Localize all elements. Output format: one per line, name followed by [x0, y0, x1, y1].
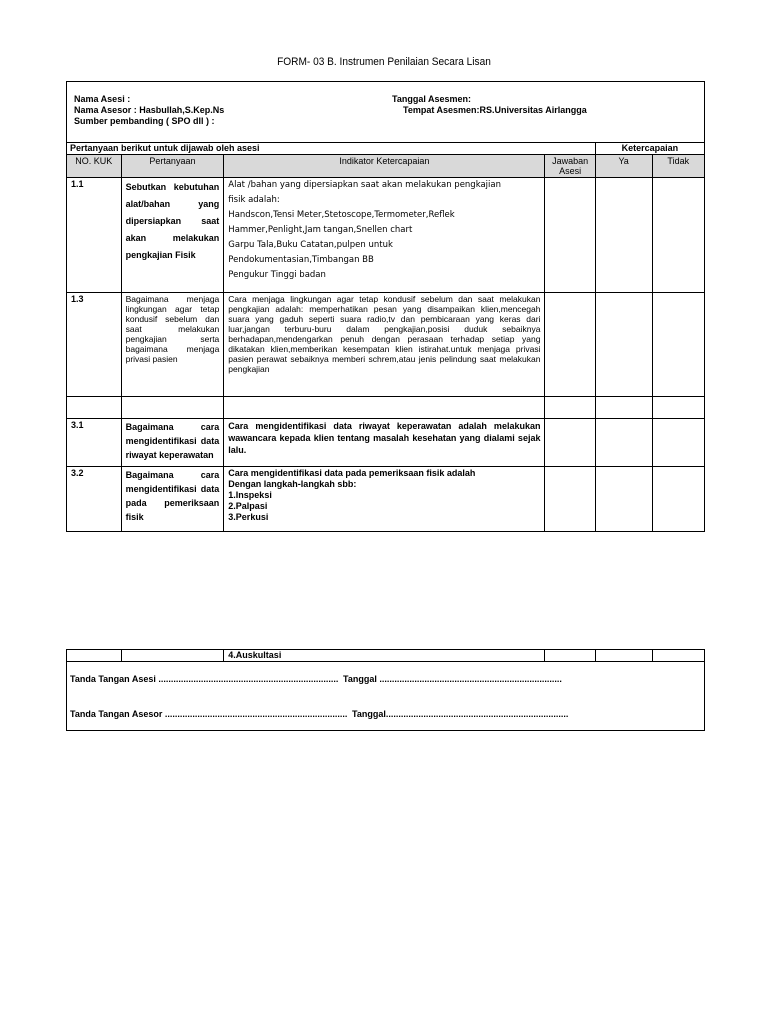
tidak-cell[interactable]: [652, 650, 704, 662]
indicator-line: 3.Perkusi: [228, 512, 269, 522]
tidak-cell[interactable]: [652, 178, 704, 293]
continuation-table: [66, 649, 705, 731]
nama-asesi-label: Nama Asesi :: [74, 94, 131, 104]
ya-cell[interactable]: [595, 397, 652, 419]
indicator-text: [224, 467, 545, 532]
indicator-line: Cara mengidentifikasi data pada pemeriksaan fisik adalah: [228, 468, 476, 478]
sumber-pembanding-label: Sumber pembanding ( SPO dll ) :: [74, 116, 215, 126]
tanda-tangan-asesor[interactable]: Tanda Tangan Asesor .........................................................................: [70, 709, 348, 719]
question-text: Bagaimana menjaga lingkungan agar tetap kondusif sebelum dan saat melakukan pengkajian serta bagaimana menjaga privasi pasien: [121, 293, 224, 397]
tempat-asesmen-label: Tempat Asesmen:RS.Universitas Airlangga: [403, 105, 587, 115]
empty-cell: [121, 650, 224, 662]
kuk-number: 1.3: [67, 293, 122, 397]
table-header-row: [67, 155, 705, 178]
tanggal-asesi[interactable]: Tanggal .........................................................................: [343, 674, 562, 684]
instruction-text: Pertanyaan berikut untuk dijawab oleh asesi: [67, 143, 596, 155]
page-title: FORM- 03 B. Instrumen Penilaian Secara Lisan: [277, 56, 491, 68]
kuk-number: 3.2: [67, 467, 122, 532]
ketercapaian-header: Ketercapaian: [595, 143, 704, 155]
indicator-line: Hammer,Penlight,Jam tangan,Snellen chart: [228, 225, 413, 235]
jawaban-cell[interactable]: [545, 419, 595, 467]
empty-cell: [67, 650, 122, 662]
pertanyaan-header: Pertanyaan: [121, 155, 224, 178]
signature-row: [67, 662, 705, 731]
indicator-text: Cara menjaga lingkungan agar tetap kondusif sebelum dan saat melakukan pengkajian adalah: memperhatikan pesan yang disampaikan klien,mencegah suara yang gaduh seperti suara radio,tv dan pembicaraan yang keras dari luar,jangan terburu-buru dalam pengkajian,posisi duduk sebaiknya berhadapan,mendengarkan penuh dengan perasaan terhadap setiap yang dikatakan klien,memberikan kesempatan klien istirahat.untuk menjaga privasi pasien perawat sebaiknya memberi schrem,atau jenis pelindung saat melakukan pengkajian: [224, 293, 545, 397]
ya-header: Ya: [595, 155, 652, 178]
indicator-line: Pendokumentasian,Timbangan BB: [228, 255, 374, 265]
nama-asesor-label: Nama Asesor : Hasbullah,S.Kep.Ns: [74, 105, 225, 115]
tidak-cell[interactable]: [652, 467, 704, 532]
indicator-line: fisik adalah:: [228, 195, 280, 205]
table-row: [67, 178, 705, 293]
indicator-text: Cara mengidentifikasi data riwayat keperawatan adalah melakukan wawancara kepada klien tentang masalah kesehatan yang dialami sejak lalu.: [224, 419, 545, 467]
tidak-header: Tidak: [652, 155, 704, 178]
jawaban-cell[interactable]: [545, 397, 595, 419]
indikator-header: Indikator Ketercapaian: [224, 155, 545, 178]
table-row: [67, 419, 705, 467]
kuk-number: 3.1: [67, 419, 122, 467]
tanggal-asesmen-label: Tanggal Asesmen:: [392, 94, 472, 104]
ya-cell[interactable]: [595, 419, 652, 467]
jawaban-cell[interactable]: [545, 178, 595, 293]
assessment-table: [66, 81, 705, 532]
ya-cell[interactable]: [595, 178, 652, 293]
indicator-line: Pengukur Tinggi badan: [228, 270, 326, 280]
indicator-line: Dengan langkah-langkah sbb:: [228, 479, 357, 489]
jawaban-cell[interactable]: [545, 650, 595, 662]
indicator-text: 4.Auskultasi: [224, 650, 545, 662]
no-kuk-header: NO. KUK: [67, 155, 122, 178]
jawaban-header: Jawaban Asesi: [545, 155, 595, 178]
question-text: Sebutkan kebutuhan alat/bahan yang dipersiapkan saat akan melakukan pengkajian Fisik: [121, 178, 224, 293]
table-row-empty: [67, 397, 705, 419]
indicator-line: 1.Inspeksi: [228, 490, 272, 500]
indicator-line: Handscon,Tensi Meter,Stetoscope,Termometer,Reflek: [228, 210, 455, 220]
info-section: [67, 82, 705, 143]
tanda-tangan-asesi[interactable]: Tanda Tangan Asesi ........................................................................: [70, 674, 339, 684]
indicator-text: [224, 178, 545, 293]
jawaban-cell[interactable]: [545, 467, 595, 532]
tidak-cell[interactable]: [652, 293, 704, 397]
question-text: Bagaimana cara mengidentifikasi data riwayat keperawatan: [121, 419, 224, 467]
table-row: [67, 467, 705, 532]
table-row: [67, 650, 705, 662]
empty-cell: [224, 397, 545, 419]
tidak-cell[interactable]: [652, 397, 704, 419]
ya-cell[interactable]: [595, 467, 652, 532]
kuk-number: 1.1: [67, 178, 122, 293]
indicator-line: Alat /bahan yang dipersiapkan saat akan melakukan pengkajian: [228, 180, 502, 190]
jawaban-cell[interactable]: [545, 293, 595, 397]
tidak-cell[interactable]: [652, 419, 704, 467]
question-text: Bagaimana cara mengidentifikasi data pada pemeriksaan fisik: [121, 467, 224, 532]
tanggal-asesor[interactable]: Tanggal.........................................................................: [352, 709, 569, 719]
ya-cell[interactable]: [595, 293, 652, 397]
empty-cell: [121, 397, 224, 419]
empty-cell: [67, 397, 122, 419]
indicator-line: 2.Palpasi: [228, 501, 268, 511]
table-row: [67, 293, 705, 397]
indicator-line: Garpu Tala,Buku Catatan,pulpen untuk: [228, 240, 393, 250]
ya-cell[interactable]: [595, 650, 652, 662]
